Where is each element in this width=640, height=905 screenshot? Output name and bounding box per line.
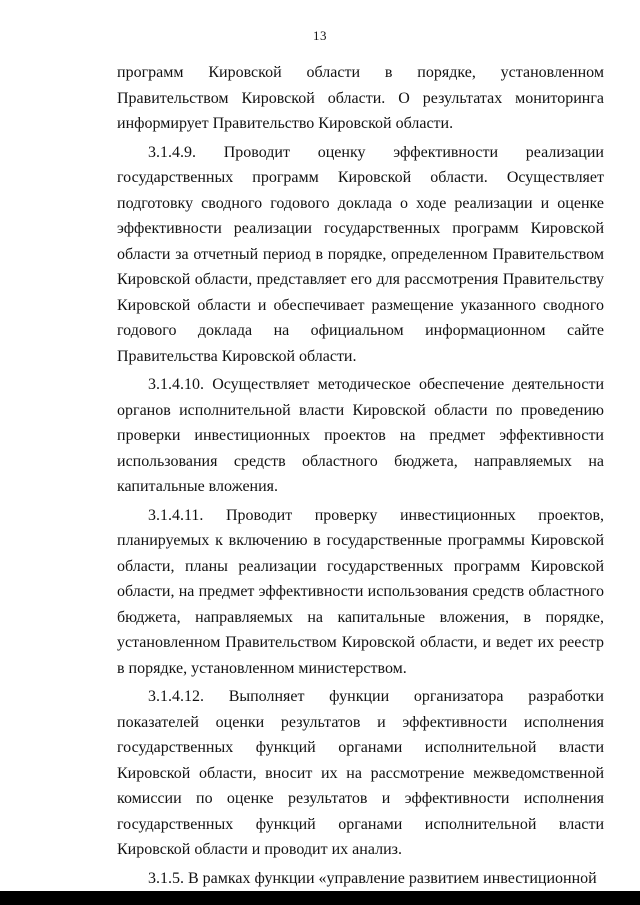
paragraph-3-1-5: 3.1.5. В рамках функции «управление развитием инвестиционной [148, 869, 597, 887]
paragraph-3-1-4-11: 3.1.4.11. Проводит проверку инвестиционных проектов, планируемых к включению в государственные программы Кировской области, планы реализации государственных программ Кировской области, на предмет эффективности использования средств областного бюджета, направляемых на капитальные вложения, в порядке, установленном Правительством Кировской области, и ведет их реестр в порядке, установленном министерством. [117, 506, 604, 677]
document-body [117, 60, 604, 894]
paragraph-3-1-4-10: 3.1.4.10. Осуществляет методическое обеспечение деятельности органов исполнительной власти Кировской области по проведению проверки инвестиционных проектов на предмет эффективности использования средств областного бюджета, направляемых на капитальные вложения. [117, 376, 604, 495]
paragraph-continuation: программ Кировской области в порядке, установленном Правительством Кировской области. О результатах мониторинга информирует Правительство Кировской области. [117, 64, 604, 132]
paragraph-3-1-4-9: 3.1.4.9. Проводит оценку эффективности реализации государственных программ Кировской области. Осуществляет подготовку сводного годового доклада о ходе реализации и оценке эффективности реализации государственных программ Кировской области за отчетный период в порядке, определенном Правительством Кировской области, представляет его для рассмотрения Правительству Кировской области и обеспечивает размещение указанного сводного годового доклада на официальном информационном сайте Правительства Кировской области. [117, 143, 604, 365]
paragraph-3-1-4-12: 3.1.4.12. Выполняет функции организатора разработки показателей оценки результатов и эффективности исполнения государственных функций органами исполнительной власти Кировской области, вносит их на рассмотрение межведомственной комиссии по оценке результатов и эффективности исполнения государственных функций органами исполнительной власти Кировской области и проводит их анализ. [117, 688, 604, 858]
page-number: 13 [313, 28, 327, 43]
scan-bottom-border [0, 891, 640, 905]
